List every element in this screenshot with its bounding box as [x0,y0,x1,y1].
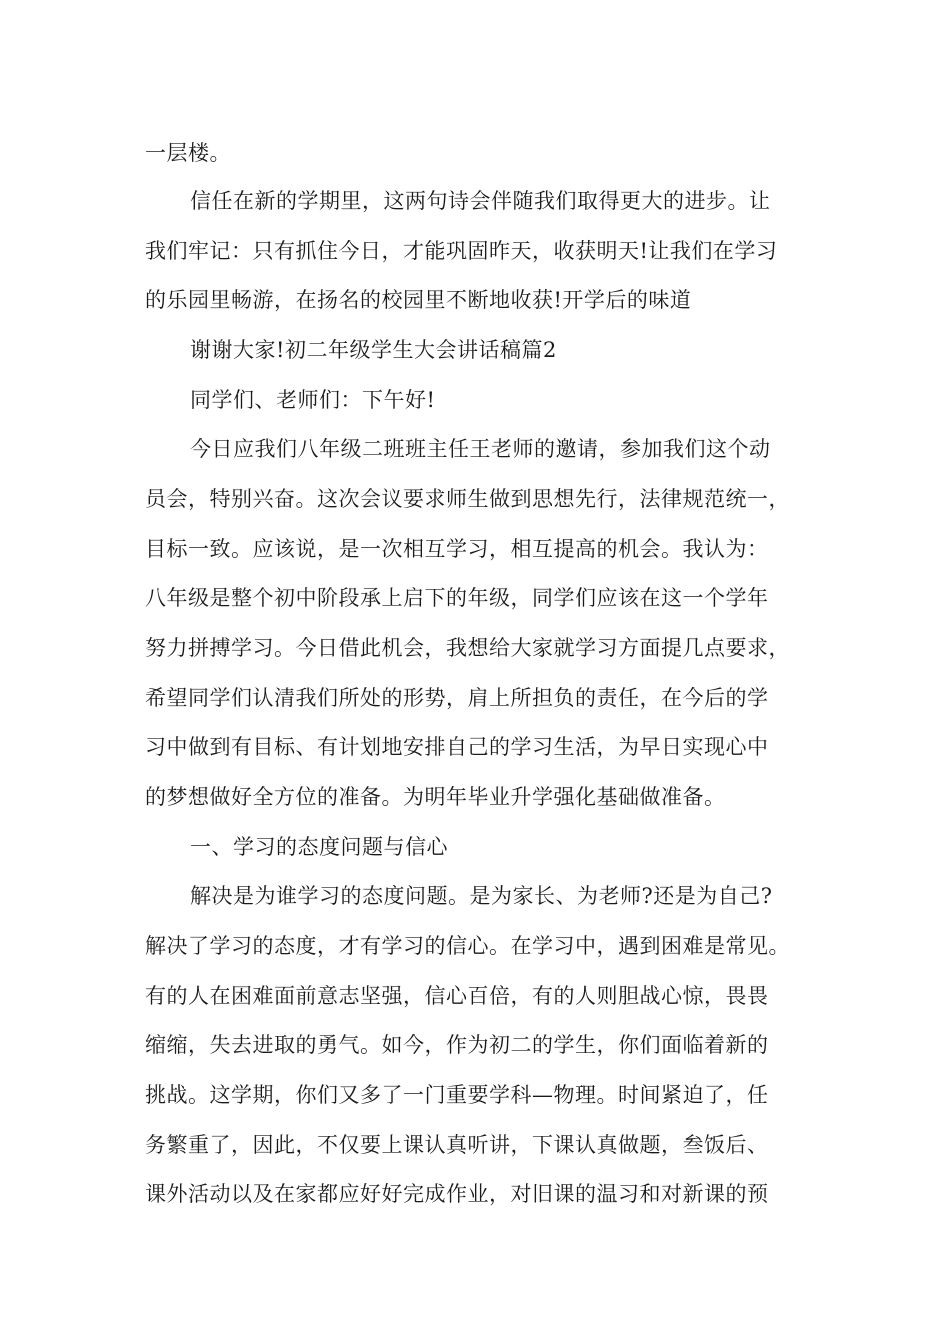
text-line: 希望同学们认清我们所处的形势，肩上所担负的责任，在今后的学 [145,686,769,710]
text-line: 习中做到有目标、有计划地安排自己的学习生活，为早日实现心中 [145,735,769,759]
text-line: 挑战。这学期，你们又多了一门重要学科—物理。时间紧迫了，任 [145,1083,769,1107]
text-line: 八年级是整个初中阶段承上启下的年级，同学们应该在这一个学年 [145,586,769,610]
text-line: 目标一致。应该说，是一次相互学习，相互提高的机会。我认为： [145,537,769,561]
text-line: 缩缩，失去进取的勇气。如今，作为初二的学生，你们面临着新的 [145,1033,769,1057]
text-line: 有的人在困难面前意志坚强，信心百倍，有的人则胆战心惊，畏畏 [145,984,769,1008]
text-line: 课外活动以及在家都应好好完成作业，对旧课的温习和对新课的预 [145,1182,769,1206]
section-title: 谢谢大家!初二年级学生大会讲话稿篇2 [190,338,557,362]
text-line: 的梦想做好全方位的准备。为明年毕业升学强化基础做准备。 [145,785,726,809]
text-line: 解决了学习的态度，才有学习的信心。在学习中，遇到困难是常见。 [145,934,790,958]
text-line: 务繁重了，因此，不仅要上课认真听讲，下课认真做题，叁饭后、 [145,1133,769,1157]
text-line: 我们牢记：只有抓住今日，才能巩固昨天，收获明天!让我们在学习 [145,239,778,263]
text-line: 努力拼搏学习。今日借此机会，我想给大家就学习方面提几点要求， [145,636,790,660]
text-line: 一层楼。 [145,141,231,165]
paragraph-start: 今日应我们八年级二班班主任王老师的邀请，参加我们这个动 [190,437,771,461]
paragraph-start: 解决是为谁学习的态度问题。是为家长、为老师?还是为自己? [190,884,773,908]
subheading: 一、学习的态度问题与信心 [190,835,448,859]
paragraph-start: 信任在新的学期里，这两句诗会伴随我们取得更大的进步。让 [190,189,771,213]
text-line: 的乐园里畅游，在扬名的校园里不断地收获!开学后的味道 [145,288,692,312]
text-line: 员会，特别兴奋。这次会议要求师生做到思想先行，法律规范统一， [145,487,790,511]
greeting: 同学们、老师们：下午好! [190,388,436,412]
